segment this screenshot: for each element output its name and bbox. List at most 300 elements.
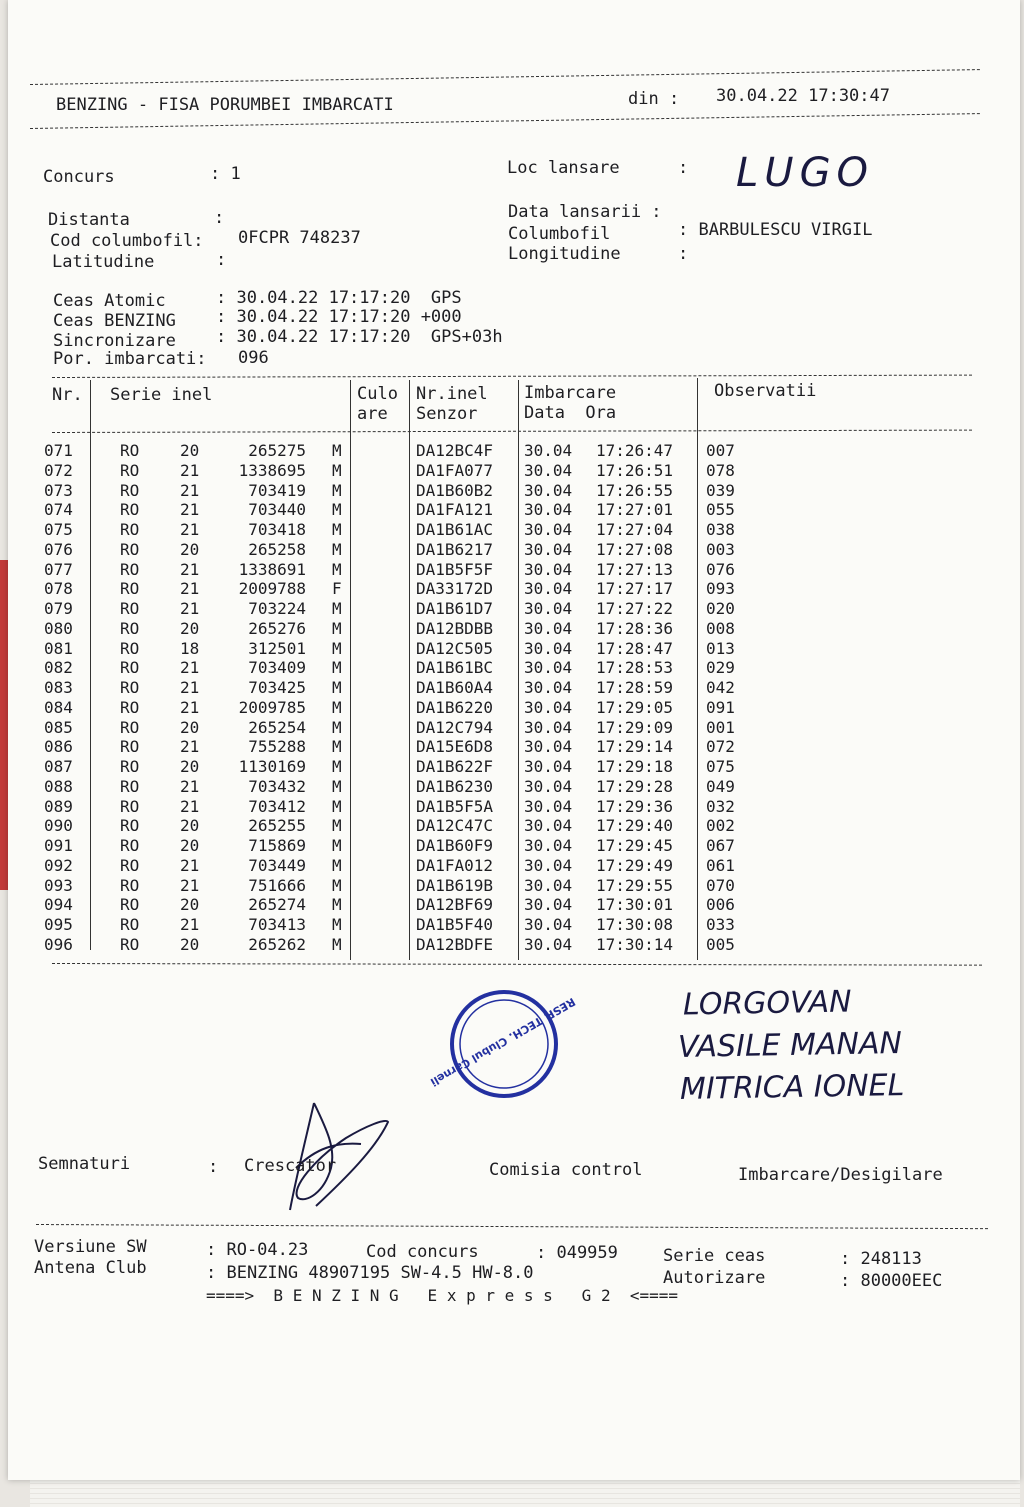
cell-obs: 005 [706,934,735,954]
cell-obs: 049 [706,776,735,796]
cell-obs: 013 [706,638,735,658]
cell-tara: RO [120,934,140,954]
cell-an: 21 [180,678,200,697]
serie-ceas-label: Serie ceas [663,1246,766,1266]
cell-nr: 075 [44,520,73,539]
cell-data: 30.04 [524,539,573,559]
cell-data: 30.04 [524,915,573,934]
cell-inel: 703224 [248,599,306,618]
cell-obs: 067 [706,836,735,855]
cell-sex: M [332,895,342,915]
cell-nr: 096 [44,934,73,954]
cell-tara: RO [120,836,140,855]
cell-sex: M [332,539,342,559]
cell-nr: 084 [44,697,73,717]
cell-an: 21 [180,875,200,895]
ceas-atomic-label: Ceas Atomic [53,291,166,311]
cell-inel: 703432 [248,776,306,796]
cell-an: 21 [180,776,200,796]
cell-data: 30.04 [524,776,573,796]
cell-ora: 17:27:01 [596,500,674,520]
cell-sex: M [332,678,342,697]
cell-data: 30.04 [524,737,573,757]
cell-sex: M [332,658,342,678]
cell-tara: RO [120,460,140,480]
cell-inel: 703419 [248,480,306,500]
cell-an: 21 [180,599,200,618]
cell-ora: 17:26:51 [596,460,674,480]
cell-inel: 703425 [248,678,306,697]
cell-sex: M [332,520,342,539]
th-imbarcare: Imbarcare [524,383,617,403]
cell-obs: 033 [706,915,735,934]
cell-nr: 072 [44,460,73,480]
th-serie-inel: Serie inel [110,385,213,405]
cell-data: 30.04 [524,678,573,697]
por-imbarcati-value: 096 [238,348,269,368]
cell-inel: 265255 [248,816,306,836]
cell-senzor: DA12C505 [416,638,494,658]
cell-tara: RO [120,776,140,796]
cell-sex: M [332,915,342,934]
cell-nr: 094 [44,895,73,915]
cell-senzor: DA15E6D8 [416,737,494,757]
cell-ora: 17:27:22 [596,599,674,618]
cell-tara: RO [120,875,140,895]
cell-senzor: DA1B6217 [416,539,494,559]
cell-nr: 080 [44,618,73,638]
cell-obs: 091 [706,697,735,717]
cell-senzor: DA1B622F [416,757,494,776]
cell-data: 30.04 [524,757,573,776]
distanta-label: Distanta [48,210,130,230]
handwritten-note-1: LORGOVAN [682,984,852,1023]
latitudine-label: Latitudine [52,252,155,272]
cell-sex: M [332,934,342,954]
cell-nr: 085 [44,717,73,737]
cell-ora: 17:28:53 [596,658,674,678]
cell-nr: 071 [44,441,73,460]
cod-columbofil-label: Cod columbofil: [50,231,204,251]
cell-sex: M [332,875,342,895]
ceas-benzing-value: : 30.04.22 17:17:20 +000 [216,307,462,327]
table-bottom-border [52,963,982,966]
cell-ora: 17:30:01 [596,895,674,915]
cell-sex: M [332,638,342,658]
cell-obs: 029 [706,658,735,678]
handwritten-note-3: MITRICA IONEL [679,1068,905,1107]
autorizare-label: Autorizare [663,1268,766,1288]
longitudine-label: Longitudine [508,244,621,264]
cell-obs: 075 [706,757,735,776]
cell-obs: 001 [706,717,735,737]
cell-senzor: DA1B60F9 [416,836,494,855]
cell-an: 21 [180,579,200,599]
cell-ora: 17:29:40 [596,816,674,836]
cell-data: 30.04 [524,875,573,895]
cell-sex: M [332,816,342,836]
cell-data: 30.04 [524,441,573,460]
cell-an: 21 [180,855,200,875]
cell-an: 21 [180,559,200,579]
cell-data: 30.04 [524,618,573,638]
th-observatii: Observatii [714,381,817,401]
cell-sex: M [332,776,342,796]
cell-obs: 038 [706,520,735,539]
cell-an: 20 [180,539,200,559]
cell-senzor: DA1B5F5A [416,796,494,816]
th-senzor: Senzor [416,404,478,424]
cell-an: 21 [180,697,200,717]
cell-data: 30.04 [524,480,573,500]
concurs-value: : 1 [210,164,241,184]
columbofil-value: : BARBULESCU VIRGIL [678,220,873,240]
th-data-ora: Data Ora [524,403,617,423]
cell-inel: 312501 [248,638,306,658]
cell-sex: M [332,796,342,816]
stamp-text: RESP. TECH. Clubul Carneli [428,994,578,1089]
cell-an: 20 [180,757,200,776]
cell-inel: 703409 [248,658,306,678]
header-din-value: 30.04.22 17:30:47 [716,86,890,106]
loc-lansare-label: Loc lansare [507,158,620,178]
cell-tara: RO [120,717,140,737]
header-title: BENZING - FISA PORUMBEI IMBARCATI [56,95,394,115]
header-top-border [30,69,980,85]
longitudine-value: : [678,244,689,264]
autorizare-value: : 80000EEC [840,1271,943,1291]
cell-an: 20 [180,934,200,954]
cod-concurs-label: Cod concurs [366,1242,479,1262]
serie-ceas-value: : 248113 [840,1249,922,1269]
cell-an: 20 [180,816,200,836]
cell-ora: 17:29:28 [596,776,674,796]
concurs-label: Concurs [43,167,115,187]
distanta-value: : [214,208,225,228]
cell-obs: 007 [706,441,735,460]
cell-senzor: DA1B6230 [416,776,494,796]
cell-obs: 002 [706,816,735,836]
cell-data: 30.04 [524,816,573,836]
cell-ora: 17:28:59 [596,678,674,697]
sincronizare-value: : 30.04.22 17:17:20 GPS+03h [216,327,503,347]
cell-inel: 703449 [248,855,306,875]
cell-senzor: DA1FA012 [416,855,494,875]
versiune-sw-value: : RO-04.23 [206,1240,309,1260]
cell-sex: M [332,737,342,757]
cell-obs: 076 [706,559,735,579]
cell-senzor: DA1FA121 [416,500,494,520]
cell-ora: 17:29:18 [596,757,674,776]
versiune-sw-label: Versiune SW [34,1237,147,1257]
col-divider-serie [350,380,351,960]
header-bottom-border [30,113,980,129]
cell-tara: RO [120,500,140,520]
por-imbarcati-label: Por. imbarcati: [53,349,207,369]
columbofil-label: Columbofil [508,224,611,244]
cell-ora: 17:30:14 [596,934,674,954]
latitudine-value: : [216,250,227,270]
cell-nr: 077 [44,559,73,579]
cell-inel: 265258 [248,539,306,559]
cell-tara: RO [120,539,140,559]
table-top-border [52,375,972,378]
cell-senzor: DA1B5F40 [416,915,494,934]
cell-an: 20 [180,895,200,915]
cell-ora: 17:29:36 [596,796,674,816]
cell-ora: 17:27:04 [596,520,674,539]
cell-inel: 265262 [248,934,306,954]
cell-data: 30.04 [524,579,573,599]
cell-tara: RO [120,895,140,915]
cell-sex: M [332,480,342,500]
cell-inel: 1338695 [238,460,306,480]
cell-data: 30.04 [524,500,573,520]
cell-sex: M [332,697,342,717]
cell-ora: 17:29:05 [596,697,674,717]
cell-senzor: DA1B619B [416,875,494,895]
cell-senzor: DA12BDFE [416,934,494,954]
cell-nr: 074 [44,500,73,520]
cell-nr: 083 [44,678,73,697]
cell-tara: RO [120,855,140,875]
cell-sex: M [332,618,342,638]
cell-obs: 006 [706,895,735,915]
cell-ora: 17:28:36 [596,618,674,638]
cell-obs: 039 [706,480,735,500]
cell-inel: 751666 [248,875,306,895]
cell-inel: 265275 [248,441,306,460]
cell-senzor: DA12BC4F [416,441,494,460]
cell-tara: RO [120,520,140,539]
header-din-label: din : [628,89,680,109]
cell-nr: 090 [44,816,73,836]
document-sheet [8,0,1020,1480]
cell-an: 20 [180,618,200,638]
cell-inel: 1130169 [238,757,306,776]
cell-senzor: DA1B60A4 [416,678,494,697]
cell-ora: 17:27:17 [596,579,674,599]
cell-ora: 17:29:14 [596,737,674,757]
cell-data: 30.04 [524,796,573,816]
cell-senzor: DA1B61AC [416,520,494,539]
cell-sex: M [332,460,342,480]
cell-obs: 093 [706,579,735,599]
cell-obs: 032 [706,796,735,816]
cell-inel: 715869 [248,836,306,855]
cell-data: 30.04 [524,836,573,855]
cell-senzor: DA33172D [416,579,494,599]
cell-obs: 072 [706,737,735,757]
cod-columbofil-value: 0FCPR 748237 [238,228,361,248]
cell-an: 20 [180,441,200,460]
cell-nr: 079 [44,599,73,618]
cell-data: 30.04 [524,460,573,480]
th-culoare-1: Culo [357,384,398,404]
benzing-express-line: ====> B E N Z I N G E x p r e s s G 2 <==== [206,1286,679,1305]
handwritten-note-2: VASILE MANAN [677,1026,903,1065]
cell-nr: 091 [44,836,73,855]
sincronizare-label: Sincronizare [53,331,176,351]
cell-tara: RO [120,678,140,697]
cell-nr: 073 [44,480,73,500]
cell-obs: 008 [706,618,735,638]
cell-obs: 070 [706,875,735,895]
antena-club-value: : BENZING 48907195 SW-4.5 HW-8.0 [206,1263,534,1283]
loc-lansare-handwritten: LUGO [736,150,875,196]
cell-data: 30.04 [524,559,573,579]
cell-inel: 2009788 [238,579,306,599]
cell-ora: 17:29:45 [596,836,674,855]
cell-data: 30.04 [524,934,573,954]
cell-obs: 042 [706,678,735,697]
col-divider-nr [90,380,91,950]
semnaturi-label: Semnaturi [38,1154,131,1174]
cell-ora: 17:27:13 [596,559,674,579]
cell-nr: 086 [44,737,73,757]
cell-inel: 703413 [248,915,306,934]
cell-ora: 17:26:55 [596,480,674,500]
cell-senzor: DA1B6220 [416,697,494,717]
semnaturi-sep: : [208,1157,219,1177]
footer-top-border [36,1224,988,1229]
cell-ora: 17:29:49 [596,855,674,875]
cell-senzor: DA1FA077 [416,460,494,480]
cell-nr: 095 [44,915,73,934]
cell-sex: M [332,757,342,776]
cell-nr: 088 [44,776,73,796]
cell-sex: M [332,855,342,875]
comisia-control-label: Comisia control [489,1160,643,1180]
cell-data: 30.04 [524,855,573,875]
cell-tara: RO [120,441,140,460]
cell-an: 21 [180,658,200,678]
cell-tara: RO [120,599,140,618]
cell-obs: 061 [706,855,735,875]
page-stack-edge [30,1478,1020,1507]
cell-tara: RO [120,737,140,757]
cell-inel: 265254 [248,717,306,737]
cell-nr: 089 [44,796,73,816]
cell-an: 20 [180,717,200,737]
cell-tara: RO [120,757,140,776]
cell-sex: M [332,717,342,737]
cell-tara: RO [120,816,140,836]
cell-inel: 703440 [248,500,306,520]
cell-inel: 755288 [248,737,306,757]
cell-data: 30.04 [524,658,573,678]
cell-sex: M [332,441,342,460]
cell-ora: 17:26:47 [596,441,674,460]
cell-data: 30.04 [524,697,573,717]
cell-ora: 17:27:08 [596,539,674,559]
cell-tara: RO [120,559,140,579]
cell-sex: M [332,559,342,579]
ceas-atomic-value: : 30.04.22 17:17:20 GPS [216,288,462,308]
cell-obs: 020 [706,599,735,618]
cell-inel: 703418 [248,520,306,539]
th-nr-inel: Nr.inel [416,384,488,404]
cell-nr: 078 [44,579,73,599]
cell-data: 30.04 [524,638,573,658]
cell-an: 21 [180,480,200,500]
cell-senzor: DA1B61BC [416,658,494,678]
cell-inel: 2009785 [238,697,306,717]
cell-obs: 055 [706,500,735,520]
club-stamp [428,988,578,1100]
antena-club-label: Antena Club [34,1258,147,1278]
cell-tara: RO [120,480,140,500]
th-culoare-2: are [357,404,388,424]
cell-tara: RO [120,915,140,934]
cell-inel: 703412 [248,796,306,816]
cell-senzor: DA1B60B2 [416,480,494,500]
data-lansarii-label: Data lansarii : [508,202,662,222]
cell-inel: 265276 [248,618,306,638]
cell-nr: 076 [44,539,73,559]
cell-tara: RO [120,658,140,678]
cell-sex: M [332,500,342,520]
cell-senzor: DA12C794 [416,717,494,737]
cell-nr: 081 [44,638,73,658]
cell-obs: 003 [706,539,735,559]
cell-senzor: DA12BDBB [416,618,494,638]
crescator-label: Crescator [244,1156,337,1176]
th-nr: Nr. [52,385,83,405]
cell-obs: 078 [706,460,735,480]
col-divider-senzor [518,380,519,960]
cell-tara: RO [120,697,140,717]
cell-nr: 082 [44,658,73,678]
cell-sex: M [332,599,342,618]
cell-tara: RO [120,796,140,816]
cell-an: 21 [180,915,200,934]
cell-tara: RO [120,618,140,638]
cell-senzor: DA12C47C [416,816,494,836]
cell-nr: 093 [44,875,73,895]
cell-an: 21 [180,796,200,816]
col-divider-culo [409,380,410,960]
cell-an: 18 [180,638,200,658]
cell-ora: 17:28:47 [596,638,674,658]
imbarcare-desigilare-label: Imbarcare/Desigilare [738,1165,943,1185]
cell-senzor: DA12BF69 [416,895,494,915]
loc-lansare-sep: : [678,158,689,178]
cell-inel: 265274 [248,895,306,915]
cell-senzor: DA1B5F5F [416,559,494,579]
cell-inel: 1338691 [238,559,306,579]
cell-ora: 17:29:55 [596,875,674,895]
table-header-border [52,430,972,433]
cell-data: 30.04 [524,520,573,539]
cell-senzor: DA1B61D7 [416,599,494,618]
cell-an: 21 [180,737,200,757]
cell-an: 20 [180,836,200,855]
cell-nr: 092 [44,855,73,875]
cell-ora: 17:30:08 [596,915,674,934]
cell-sex: M [332,836,342,855]
cell-sex: F [332,579,342,599]
cell-data: 30.04 [524,895,573,915]
cell-tara: RO [120,638,140,658]
cod-concurs-value: : 049959 [536,1243,618,1263]
cell-an: 21 [180,460,200,480]
cell-ora: 17:29:09 [596,717,674,737]
cell-data: 30.04 [524,599,573,618]
cell-tara: RO [120,579,140,599]
cell-data: 30.04 [524,717,573,737]
col-divider-imbarcare [697,378,698,960]
